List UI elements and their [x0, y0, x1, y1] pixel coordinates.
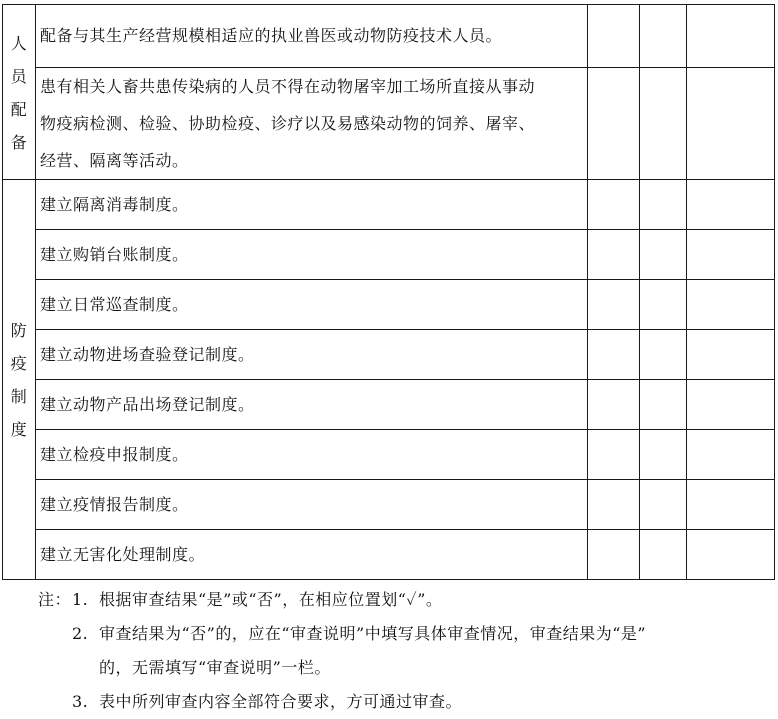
result-no-cell[interactable] — [640, 480, 687, 530]
table-row — [3, 380, 775, 430]
category-char: 人 — [10, 33, 28, 53]
review-checklist-table — [2, 4, 775, 580]
result-yes-cell[interactable] — [588, 5, 640, 68]
notes-label: 注： — [38, 590, 72, 609]
note-item-2 — [38, 617, 758, 651]
category-cell-staffing — [3, 5, 36, 180]
table-row — [3, 480, 775, 530]
result-no-cell[interactable] — [640, 5, 687, 68]
category-char: 制 — [10, 387, 28, 406]
requirement-cell — [36, 380, 588, 430]
requirement-cell — [36, 430, 588, 480]
requirement-text: 建立疫情报告制度。 — [40, 494, 189, 514]
result-no-cell[interactable] — [640, 180, 687, 230]
result-no-cell[interactable] — [640, 380, 687, 430]
requirement-cell — [36, 530, 588, 580]
review-note-cell[interactable] — [687, 5, 775, 68]
requirement-text: 建立动物产品出场登记制度。 — [40, 394, 255, 414]
requirement-cell — [36, 230, 588, 280]
table-row — [3, 280, 775, 330]
table-row — [3, 430, 775, 480]
requirement-cell — [36, 68, 588, 180]
result-no-cell[interactable] — [640, 68, 687, 180]
review-note-cell[interactable] — [687, 230, 775, 280]
result-no-cell[interactable] — [640, 530, 687, 580]
requirement-cell — [36, 180, 588, 230]
category-cell-prevention-system — [3, 180, 36, 580]
note-number: 3. — [72, 692, 89, 711]
note-number: 1. — [72, 590, 89, 609]
requirement-cell — [36, 280, 588, 330]
table-row — [3, 230, 775, 280]
review-note-cell[interactable] — [687, 380, 775, 430]
category-char: 度 — [10, 420, 28, 439]
requirement-text: 建立隔离消毒制度。 — [40, 194, 189, 214]
review-note-cell[interactable] — [687, 280, 775, 330]
review-note-cell[interactable] — [687, 180, 775, 230]
table-row — [3, 530, 775, 580]
note-item-1 — [38, 583, 758, 617]
category-char: 配 — [10, 99, 28, 119]
result-yes-cell[interactable] — [588, 530, 640, 580]
requirement-text: 建立日常巡查制度。 — [40, 294, 189, 314]
result-yes-cell[interactable] — [588, 480, 640, 530]
table-notes — [38, 583, 758, 719]
note-text: 审查结果为“否”的，应在“审查说明”中填写具体审查情况，审查结果为“是” — [99, 624, 647, 643]
note-item-2-continuation — [38, 651, 758, 685]
review-note-cell[interactable] — [687, 430, 775, 480]
review-note-cell[interactable] — [687, 530, 775, 580]
category-char: 备 — [10, 132, 28, 152]
result-yes-cell[interactable] — [588, 330, 640, 380]
requirement-text: 配备与其生产经营规模相适应的执业兽医或动物防疫技术人员。 — [40, 26, 503, 45]
table-row — [3, 68, 775, 180]
requirement-cell — [36, 480, 588, 530]
table-row — [3, 180, 775, 230]
category-char: 疫 — [10, 354, 28, 373]
result-yes-cell[interactable] — [588, 180, 640, 230]
requirement-text: 建立无害化处理制度。 — [40, 544, 206, 564]
review-note-cell[interactable] — [687, 330, 775, 380]
requirement-text-line: 患有相关人畜共患传染病的人员不得在动物屠宰加工场所直接从事动 — [40, 77, 536, 96]
result-yes-cell[interactable] — [588, 380, 640, 430]
note-text: 根据审查结果“是”或“否”，在相应位置划“✓”。 — [99, 590, 443, 609]
result-yes-cell[interactable] — [588, 230, 640, 280]
requirement-text-line: 经营、隔离等活动。 — [40, 151, 189, 170]
category-char: 防 — [10, 321, 28, 340]
result-no-cell[interactable] — [640, 330, 687, 380]
category-char: 员 — [10, 66, 28, 86]
review-note-cell[interactable] — [687, 480, 775, 530]
requirement-text: 建立检疫申报制度。 — [40, 444, 189, 464]
requirement-text: 建立购销台账制度。 — [40, 244, 189, 264]
requirement-text-line: 物疫病检测、检验、协助检疫、诊疗以及易感染动物的饲养、屠宰、 — [40, 114, 536, 133]
table-row — [3, 5, 775, 68]
note-number: 2. — [72, 624, 89, 643]
note-item-3 — [38, 685, 758, 719]
table-row — [3, 330, 775, 380]
result-no-cell[interactable] — [640, 230, 687, 280]
requirement-cell — [36, 330, 588, 380]
requirement-text: 建立动物进场查验登记制度。 — [40, 344, 255, 364]
result-yes-cell[interactable] — [588, 68, 640, 180]
result-yes-cell[interactable] — [588, 280, 640, 330]
result-no-cell[interactable] — [640, 430, 687, 480]
result-no-cell[interactable] — [640, 280, 687, 330]
note-text: 表中所列审查内容全部符合要求，方可通过审查。 — [99, 692, 463, 711]
note-text: 的，无需填写“审查说明”一栏。 — [99, 658, 331, 677]
requirement-cell — [36, 5, 588, 68]
result-yes-cell[interactable] — [588, 430, 640, 480]
review-note-cell[interactable] — [687, 68, 775, 180]
